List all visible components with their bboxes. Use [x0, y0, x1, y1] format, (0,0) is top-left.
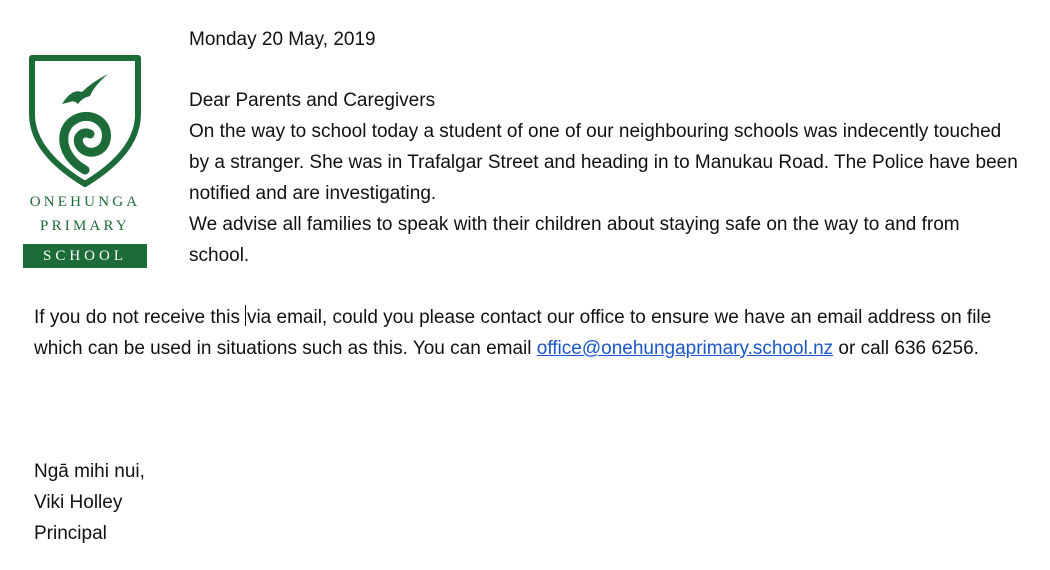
office-email-link[interactable]: office@onehungaprimary.school.nz — [536, 338, 834, 359]
salutation: Dear Parents and Caregivers — [189, 90, 436, 111]
signoff — [34, 456, 145, 549]
email-notice — [34, 302, 1024, 364]
body-paragraph: We advise all families to speak with their children about staying safe on the way to and from school. — [189, 214, 960, 266]
letter-date: Monday 20 May, 2019 — [189, 29, 376, 50]
logo-word-primary: PRIMARY — [40, 218, 130, 234]
shield-emblem-icon — [20, 52, 150, 192]
signer-name: Viki Holley — [34, 492, 123, 513]
notice-text-start: If you do not receive this — [34, 307, 240, 328]
notice-text-end: or call 636 6256. — [838, 338, 979, 359]
letter-body — [189, 85, 1019, 271]
notice-text-middle: via email, could you please contact our office to ensure we have an email address on file which can be used in situations such as this. You can email — [34, 307, 992, 359]
text-cursor — [245, 305, 246, 326]
logo-word-onehunga: ONEHUNGA — [29, 194, 141, 210]
closing: Ngā mihi nui, — [34, 461, 145, 482]
school-logo — [20, 52, 150, 272]
logo-word-school: SCHOOL — [23, 244, 147, 268]
body-paragraph: On the way to school today a student of one of our neighbouring schools was indecently touched by a stranger. She was in Trafalgar Street and heading in to Manukau Road. The Police have been notified and are investigating. — [189, 121, 1018, 204]
signer-title: Principal — [34, 523, 107, 544]
